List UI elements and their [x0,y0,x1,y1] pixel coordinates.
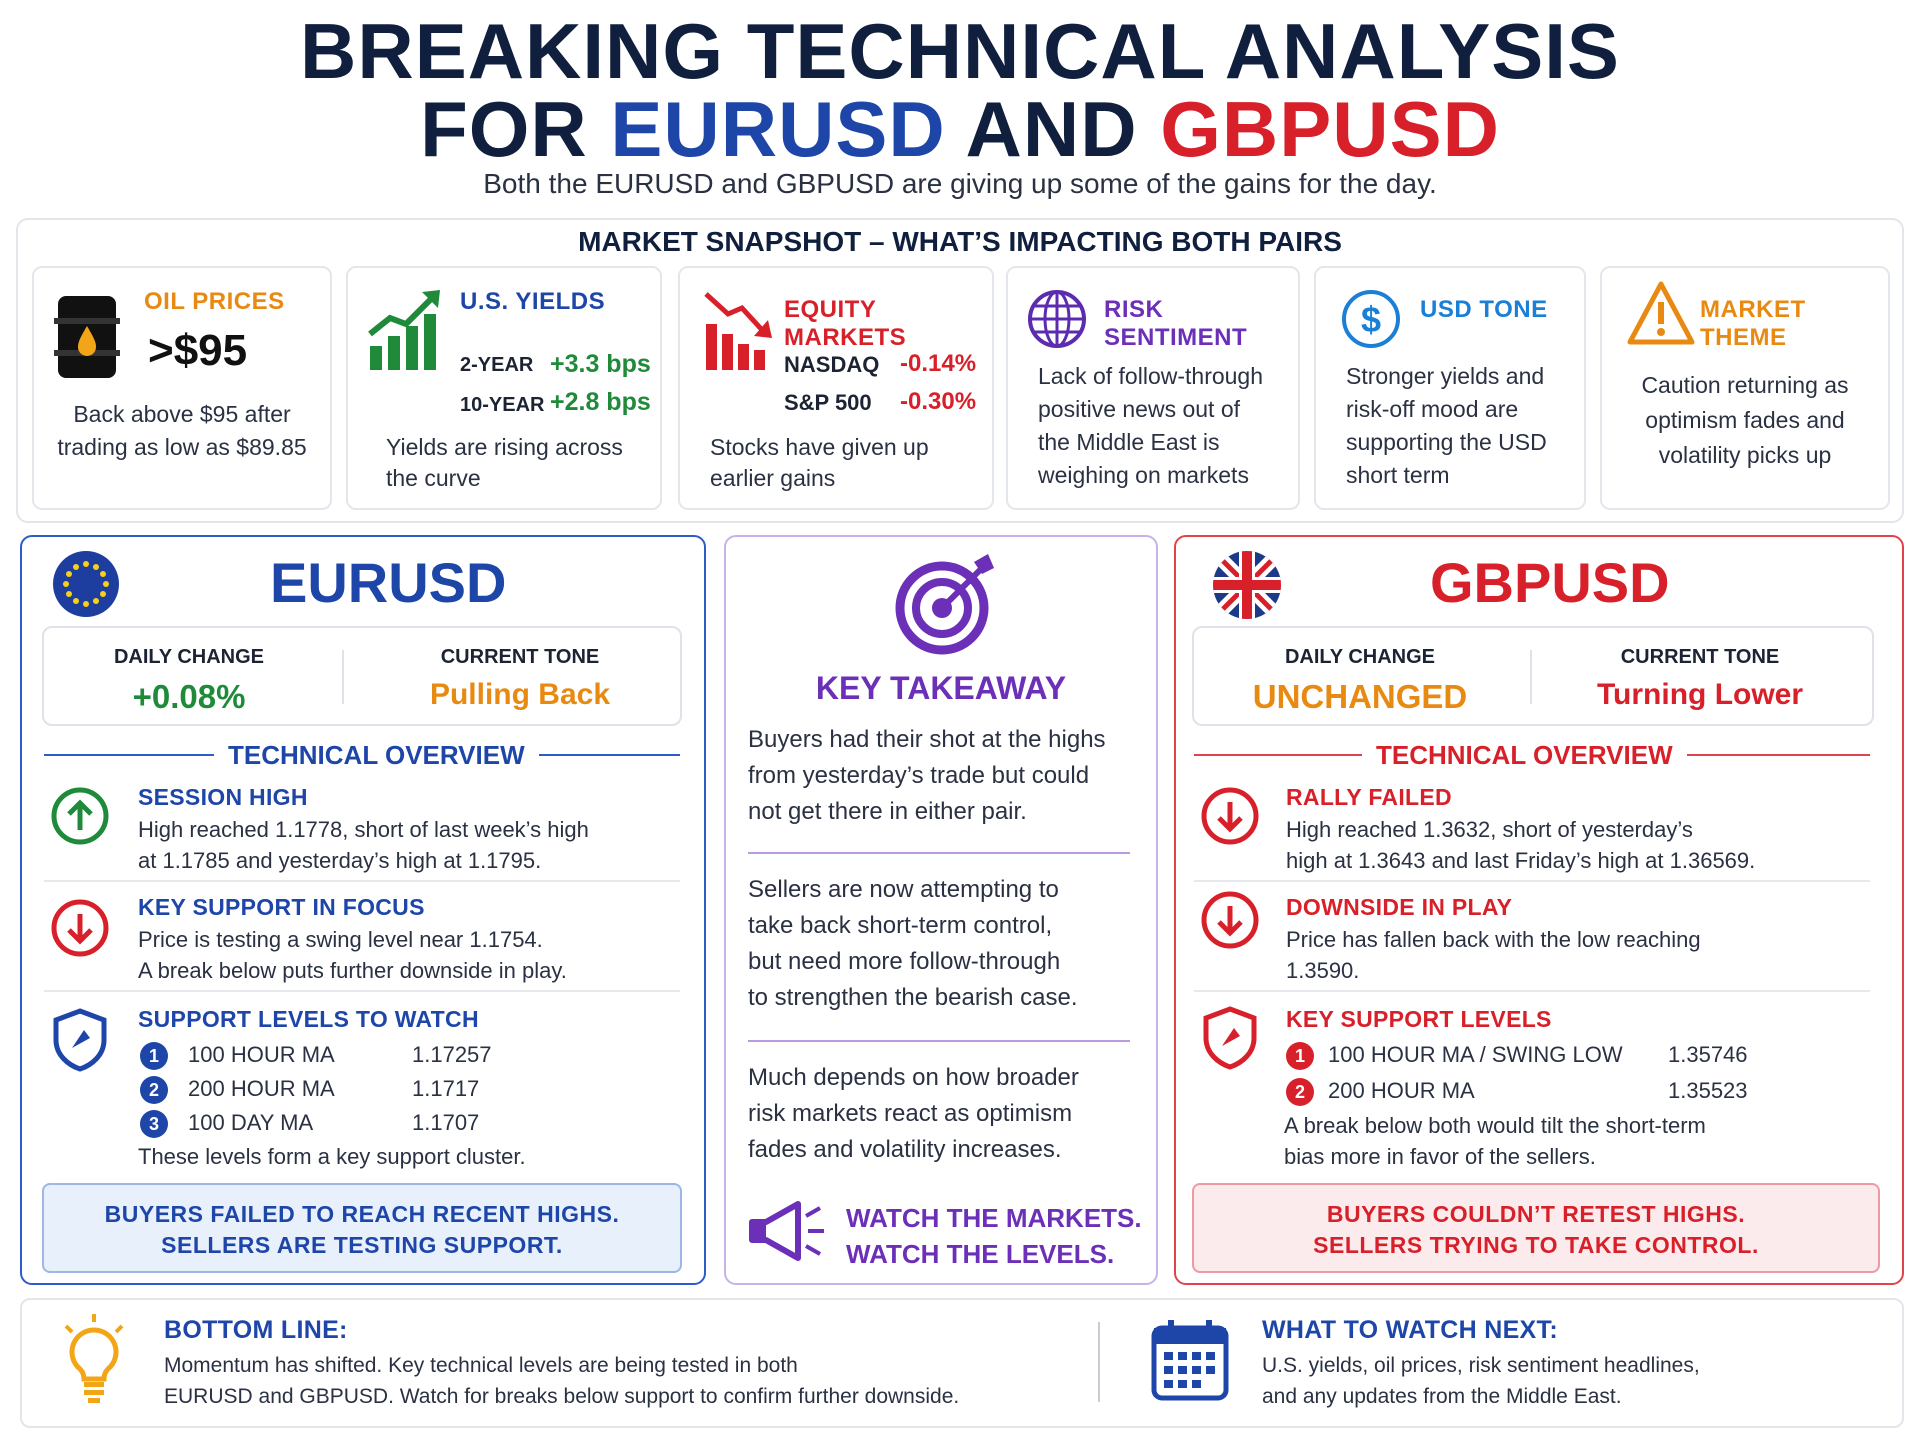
yields-row1-value: +3.3 bps [550,350,651,378]
eurusd-level1-badge: 1 [140,1042,168,1070]
usd-title: USD TONE [1420,296,1548,323]
bottom-line-title: BOTTOM LINE: [164,1316,348,1344]
takeaway-p1 [748,722,1138,830]
yields-text [386,432,623,494]
bottom-divider [1098,1322,1100,1402]
takeaway-p1-line1: Buyers had their shot at the highs [748,726,1106,753]
calendar-icon [1150,1318,1230,1402]
uk-flag-icon [1212,550,1282,620]
eurusd-level1-label: 100 HOUR MA [188,1042,335,1067]
theme-text-line1: Caution returning as [1641,372,1849,398]
eurusd-stat-divider [342,650,344,704]
yields-card [346,266,662,510]
eurusd-daily-change-label: DAILY CHANGE [113,646,265,668]
eurusd-level2-value: 1.1717 [412,1076,480,1101]
equity-title: EQUITY MARKETS [784,296,907,351]
oil-title: OIL PRICES [144,288,285,315]
gbpusd-level2-badge: 2 [1286,1078,1314,1106]
gbpusd-daily-change-label: DAILY CHANGE [1284,646,1436,668]
eurusd-tech-title: TECHNICAL OVERVIEW [214,740,539,771]
takeaway-p2-line4: to strengthen the bearish case. [748,984,1078,1011]
target-icon [890,552,1002,656]
eurusd-item1-title: SESSION HIGH [138,784,308,810]
eurusd-sep1 [44,880,680,882]
gbpusd-item2-text [1286,924,1701,986]
gbpusd-levels-note [1284,1110,1706,1172]
takeaway-sep2 [748,1040,1130,1042]
eurusd-level2-label: 200 HOUR MA [188,1076,335,1101]
dollar-icon [1340,288,1402,350]
gbpusd-item2-line2: 1.3590. [1286,958,1360,983]
takeaway-p2-line3: but need more follow-through [748,948,1061,975]
oil-text-line1: Back above $95 after [73,401,291,427]
warning-icon [1626,280,1696,346]
gbpusd-level1-label: 100 HOUR MA / SWING LOW [1328,1042,1623,1067]
eurusd-banner [42,1183,682,1273]
eurusd-daily-change-value: +0.08% [132,678,246,715]
oil-value: >$95 [148,326,248,375]
arrow-down-circle-icon [1200,890,1260,950]
arrow-up-circle-icon [50,786,110,846]
shield-icon [1202,1006,1258,1070]
gbpusd-item2-title: DOWNSIDE IN PLAY [1286,894,1513,920]
page-title-line2 [0,84,1920,175]
takeaway-p3-line2: risk markets react as optimism [748,1100,1073,1127]
risk-text [1038,360,1263,492]
title-and: AND [965,85,1138,173]
eurusd-item1-line2: at 1.1785 and yesterday’s high at 1.1795. [138,848,542,873]
eurusd-level2-badge: 2 [140,1076,168,1104]
oil-card [32,266,332,510]
theme-text-line3: volatility picks up [1658,442,1832,468]
usd-text [1346,360,1547,492]
risk-text-line2: positive news out of [1038,396,1241,422]
svg-text:$: $ [1360,299,1382,340]
shield-icon [52,1008,108,1072]
equity-row1-label: NASDAQ [784,352,880,377]
bottom-line-text-line1: Momentum has shifted. Key technical levels are being tested in both [164,1354,798,1377]
risk-title: RISK SENTIMENT [1104,296,1248,351]
eurusd-levels-note: These levels form a key support cluster. [138,1144,526,1169]
theme-card [1600,266,1890,510]
oil-barrel-icon [54,292,120,382]
megaphone-icon [746,1198,830,1264]
eurusd-tone-value: Pulling Back [429,678,611,711]
eurusd-banner-line1: BUYERS FAILED TO REACH RECENT HIGHS. [104,1201,620,1227]
arrow-down-circle-icon [1200,786,1260,846]
risk-text-line4: weighing on markets [1038,462,1249,488]
gbpusd-item1-title: RALLY FAILED [1286,784,1452,810]
takeaway-sep1 [748,852,1130,854]
eurusd-item1-text [138,814,589,876]
eurusd-item3-title: SUPPORT LEVELS TO WATCH [138,1006,479,1032]
takeaway-p2 [748,872,1138,1016]
takeaway-p1-line2: from yesterday’s trade but could [748,762,1090,789]
takeaway-p3-line3: fades and volatility increases. [748,1136,1062,1163]
theme-text-line2: optimism fades and [1645,407,1845,433]
usd-text-line4: short term [1346,462,1450,488]
gbpusd-sep2 [1194,990,1870,992]
eurusd-level3-badge: 3 [140,1110,168,1138]
globe-icon [1026,288,1088,350]
gbpusd-item3-title: KEY SUPPORT LEVELS [1286,1006,1552,1032]
what-next-title: WHAT TO WATCH NEXT: [1262,1316,1558,1344]
gbpusd-level2-label: 200 HOUR MA [1328,1078,1475,1103]
yields-row2-value: +2.8 bps [550,388,651,416]
yields-text-line1: Yields are rising across [386,434,623,460]
gbpusd-banner-line2: SELLERS TRYING TO TAKE CONTROL. [1313,1232,1759,1258]
equity-row1-value: -0.14% [900,350,977,377]
usd-text-line2: risk-off mood are [1346,396,1519,422]
what-next-text [1262,1350,1700,1412]
eurusd-item2-line2: A break below puts further downside in play. [138,958,567,983]
eurusd-level3-value: 1.1707 [412,1110,480,1135]
takeaway-p2-line1: Sellers are now attempting to [748,876,1059,903]
equity-row2-label: S&P 500 [784,390,872,415]
gbpusd-item1-text [1286,814,1755,876]
title-gbpusd: GBPUSD [1160,85,1500,173]
takeaway-watch [846,1200,1142,1272]
oil-text [34,398,330,464]
rising-chart-icon [368,288,442,372]
what-next-text-line1: U.S. yields, oil prices, risk sentiment headlines, [1262,1354,1700,1377]
takeaway-title: KEY TAKEAWAY [815,670,1067,706]
equity-text-line2: earlier gains [710,465,836,491]
usd-text-line3: supporting the USD [1346,429,1547,455]
equity-row2-value: -0.30% [900,388,977,415]
gbpusd-item1-line2: high at 1.3643 and last Friday’s high at 1.36569. [1286,848,1756,873]
falling-chart-icon [704,288,774,372]
page-subtitle: Both the EURUSD and GBPUSD are giving up some of the gains for the day. [483,168,1437,199]
usd-card [1314,266,1586,510]
yields-row1-label: 2-YEAR [460,354,534,376]
gbpusd-tone-value: Turning Lower [1596,678,1804,711]
eurusd-item2-line1: Price is testing a swing level near 1.1754. [138,927,543,952]
title-eurusd: EURUSD [610,85,946,173]
eurusd-item2-title: KEY SUPPORT IN FOCUS [138,894,425,920]
eurusd-item1-line1: High reached 1.1778, short of last week’s high [138,817,589,842]
risk-text-line1: Lack of follow-through [1038,363,1264,389]
title-for: FOR [420,85,588,173]
lightbulb-icon [56,1312,132,1406]
eurusd-tone-label: CURRENT TONE [440,646,600,668]
eurusd-item2-text [138,924,567,986]
eu-flag-icon [52,550,120,618]
risk-card [1006,266,1300,510]
eurusd-title: EURUSD [270,551,507,614]
gbpusd-title: GBPUSD [1430,551,1670,614]
theme-text [1602,368,1888,473]
equity-card [678,266,994,510]
gbpusd-levels-note-line2: bias more in favor of the sellers. [1284,1144,1596,1169]
theme-title: MARKET THEME [1700,296,1806,351]
gbpusd-item2-line1: Price has fallen back with the low reaching [1286,927,1701,952]
gbpusd-level2-value: 1.35523 [1668,1078,1748,1103]
gbpusd-banner [1192,1183,1880,1273]
bottom-line-text-line2: EURUSD and GBPUSD. Watch for breaks below support to confirm further downside. [164,1385,960,1408]
risk-text-line3: the Middle East is [1038,429,1220,455]
takeaway-watch-line2: WATCH THE LEVELS. [846,1239,1115,1269]
eurusd-sep2 [44,990,680,992]
gbpusd-level1-value: 1.35746 [1668,1042,1748,1067]
gbpusd-levels-note-line1: A break below both would tilt the short-term [1284,1113,1706,1138]
bottom-line-text [164,1350,959,1412]
gbpusd-item1-line1: High reached 1.3632, short of yesterday’s [1286,817,1693,842]
takeaway-p2-line2: take back short-term control, [748,912,1053,939]
gbpusd-tone-label: CURRENT TONE [1620,646,1780,668]
takeaway-p3-line1: Much depends on how broader [748,1064,1079,1091]
yields-text-line2: the curve [386,465,481,491]
takeaway-p3 [748,1060,1138,1168]
gbpusd-stat-divider [1530,650,1532,704]
eurusd-banner-line2: SELLERS ARE TESTING SUPPORT. [161,1232,563,1258]
usd-text-line1: Stronger yields and [1346,363,1545,389]
takeaway-watch-line1: WATCH THE MARKETS. [846,1203,1142,1233]
gbpusd-tech-title: TECHNICAL OVERVIEW [1362,740,1687,771]
arrow-down-circle-icon [50,898,110,958]
takeaway-p1-line3: not get there in either pair. [748,798,1027,825]
title-line1: BREAKING TECHNICAL ANALYSIS [300,7,1620,95]
equity-text-line1: Stocks have given up [710,434,929,460]
oil-text-line2: trading as low as $89.85 [57,434,307,460]
yields-row2-label: 10-YEAR [460,394,545,416]
gbpusd-daily-change-value: UNCHANGED [1252,678,1468,715]
eurusd-level1-value: 1.17257 [412,1042,492,1067]
yields-title: U.S. YIELDS [460,288,606,315]
gbpusd-sep1 [1194,880,1870,882]
snapshot-title: MARKET SNAPSHOT – WHAT’S IMPACTING BOTH PAIRS [578,226,1342,257]
eurusd-level3-label: 100 DAY MA [188,1110,314,1135]
what-next-text-line2: and any updates from the Middle East. [1262,1385,1622,1408]
gbpusd-level1-badge: 1 [1286,1042,1314,1070]
equity-text [710,432,929,494]
gbpusd-banner-line1: BUYERS COULDN’T RETEST HIGHS. [1326,1201,1746,1227]
